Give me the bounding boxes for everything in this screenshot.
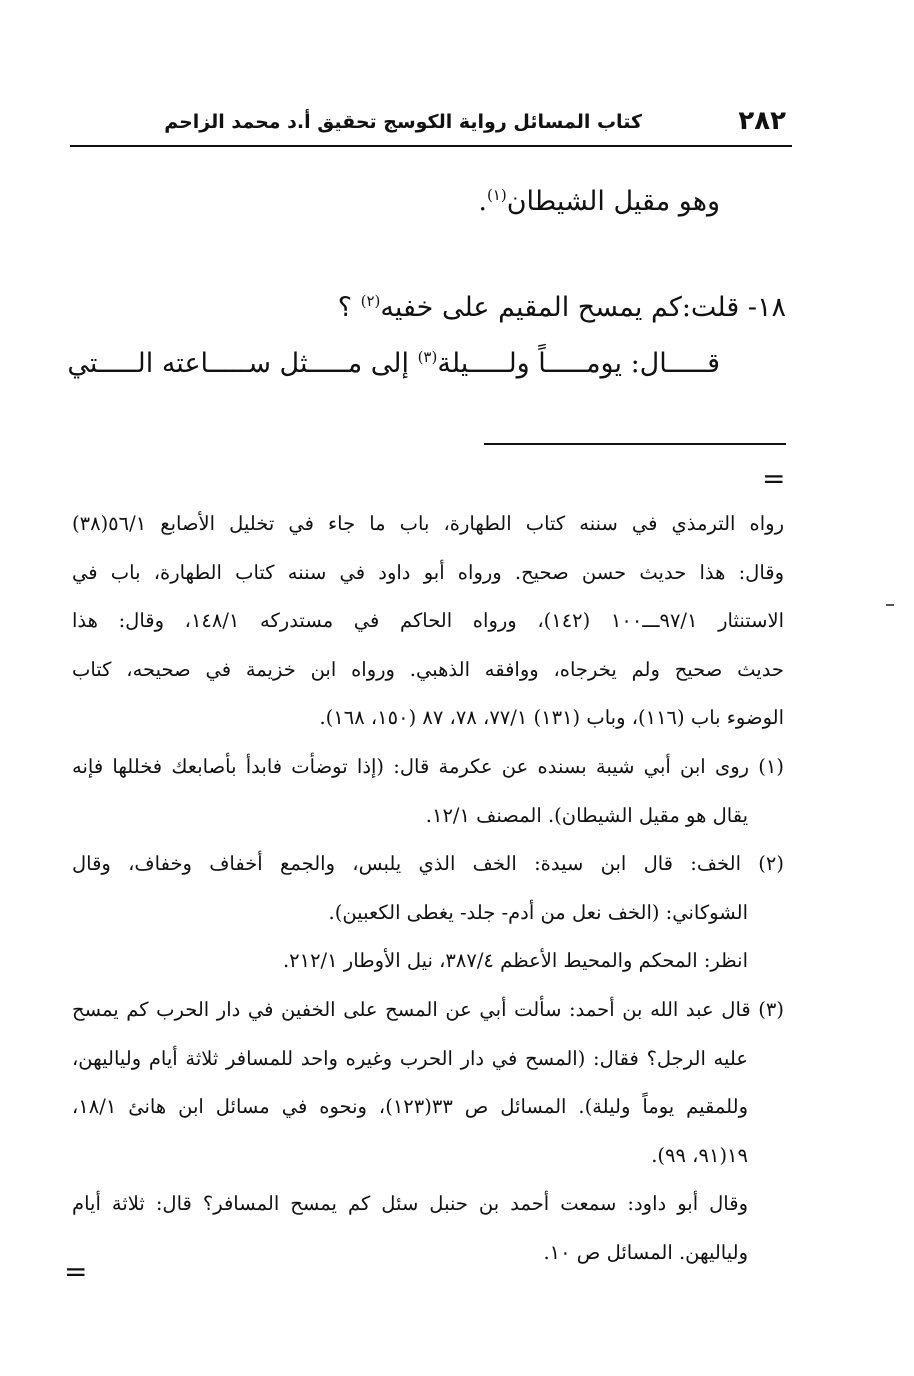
question-18 — [70, 292, 786, 323]
main-text-content: وهو مقيل الشيطان — [506, 186, 720, 217]
footnote-separator-rule — [484, 443, 786, 445]
footnote-line: ولياليهن. المسائل ص ١٠. — [543, 1240, 748, 1264]
page-number: ٢٨٢ — [738, 106, 786, 136]
footnote-2: (٢) الخف: قال ابن سيدة: الخف الذي يلبس، والجمع أخفاف وخفاف، وقال — [72, 852, 784, 876]
margin-mark — [886, 604, 894, 606]
footnote-1: (١) روى ابن أبي شيبة بسنده عن عكرمة قال: (إذا توضأت فابدأ بأصابعك فخللها فإنه — [72, 754, 784, 778]
footnote-ref-3: (٣) — [417, 348, 438, 366]
footnote-line: انظر: المحكم والمحيط الأعظم ٣٨٧/٤، نيل الأوطار ٢١٢/١. — [282, 949, 748, 973]
footnote-line: حديث صحيح ولم يخرجاه، ووافقه الذهبي. ورواه ابن خزيمة في صحيحه، كتاب — [72, 657, 784, 681]
footnote-line: وللمقيم يوماً وليلة). المسائل ص ٣٣(١٢٣)، ونحوه في مسائل ابن هانئ ١٨/١، — [72, 1095, 748, 1119]
header-rule — [70, 145, 792, 147]
question-text: ١٨- قلت:كم يمسح المقيم على خفيه — [380, 292, 786, 323]
continuation-mark-bottom: = — [64, 1255, 88, 1288]
answer-text-part2: إلى مـــــثل ســـــاعته الـــــتي — [67, 348, 418, 379]
footnote-line: الاستنثار ٩٧/١ـــ١٠٠ (١٤٢)، ورواه الحاكم في مستدركه ١٤٨/١، وقال: هذا — [72, 609, 784, 633]
footnote-line: يقال هو مقيل الشيطان). المصنف ١٢/١. — [425, 803, 748, 827]
footnote-line: ١٩(٩١، ٩٩). — [651, 1143, 748, 1167]
footnote-line: الوضوء باب (١١٦)، وباب (١٣١) ٧٧/١، ٧٨، ٨٧ (١٥٠، ١٦٨). — [319, 706, 784, 730]
footnote-ref-2: (٢) — [360, 292, 381, 310]
page-header — [70, 104, 790, 140]
main-text-line-1 — [70, 186, 720, 217]
footnote-3: (٣) قال عبد الله بن أحمد: سألت أبي عن المسح على الخفين في دار الحرب كم يمسح — [72, 997, 784, 1021]
footnote-line: الشوكاني: (الخف نعل من أدم- جلد- يغطى الكعبين). — [328, 900, 748, 924]
footnote-line: رواه الترمذي في سننه كتاب الطهارة، باب ما جاء في تخليل الأصابع ٥٦/١(٣٨) — [72, 512, 784, 535]
question-mark: ؟ — [337, 292, 361, 323]
footnote-ref-1: (١) — [486, 186, 507, 204]
continuation-mark-top: = — [762, 462, 786, 495]
answer-text-part1: قـــــال: يومـــــاً ولـــــيلة — [437, 348, 720, 379]
footnote-line: وقال أبو داود: سمعت أحمد بن حنبل سئل كم يمسح المسافر؟ قال: ثلاثة أيام — [72, 1192, 748, 1216]
footnote-line: عليه الرجل؟ فقال: (المسح في دار الحرب وغيره واحد للمسافر ثلاثة أيام ولياليهن، — [72, 1046, 748, 1070]
running-title: كتاب المسائل رواية الكوسج تحقيق أ.د محمد الزاحم — [164, 111, 642, 133]
footnote-line: وقال: هذا حديث حسن صحيح. ورواه أبو داود في سننه كتاب الطهارة، باب في — [72, 560, 784, 584]
answer-line — [67, 348, 720, 379]
main-text-end: . — [478, 186, 487, 217]
footnotes-block — [72, 500, 784, 1278]
